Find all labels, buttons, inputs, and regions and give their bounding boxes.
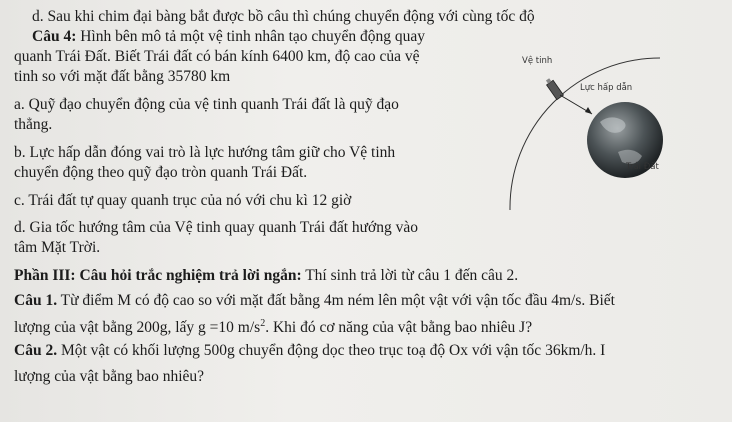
part-3-instruction: Thí sinh trả lời từ câu 1 đến câu 2. bbox=[301, 267, 519, 284]
statement-b-line-1: b. Lực hấp dẫn đóng vai trò là lực hướng tâm giữ cho Vệ tinh bbox=[14, 144, 396, 161]
question-1-text-end: . Khi đó cơ năng của vật bằng bao nhiêu J? bbox=[265, 319, 533, 336]
statement-c: c. Trái đất tự quay quanh trục của nó với chu kì 12 giờ bbox=[14, 192, 352, 209]
question-1-text-part: lượng của vật bằng 200g, lấy g =10 m/s bbox=[14, 319, 261, 336]
question-2-text: Một vật có khối lượng 500g chuyển động dọc theo trục toạ độ Ox với vận tốc 36km/h. I bbox=[57, 342, 606, 359]
question-2-line-2: lượng của vật bằng bao nhiêu? bbox=[14, 368, 205, 385]
previous-item-d: d. Sau khi chim đại bàng bắt được bồ câu thì chúng chuyển động với cùng tốc độ bbox=[32, 8, 535, 25]
part-3-heading bbox=[14, 266, 518, 286]
satellite-icon bbox=[544, 77, 563, 100]
statement-a-line-1: a. Quỹ đạo chuyển động của vệ tinh quanh Trái đất là quỹ đạo bbox=[14, 96, 399, 113]
question-4-line-2: quanh Trái Đất. Biết Trái đất có bán kính 6400 km, độ cao của vệ bbox=[14, 48, 420, 65]
question-1-text: Từ điểm M có độ cao so với mặt đất bằng 4m ném lên một vật với vận tốc đầu 4m/s. Biết bbox=[57, 292, 615, 309]
question-4-label: Câu 4: bbox=[32, 28, 77, 45]
question-4-line-1 bbox=[32, 27, 425, 47]
statement-d-line-2: tâm Mặt Trời. bbox=[14, 239, 101, 256]
question-1-label: Câu 1. bbox=[14, 292, 58, 309]
part-3-title: Phần III: Câu hỏi trắc nghiệm trả lời ngắn: bbox=[14, 267, 302, 284]
gravity-arrowhead bbox=[585, 107, 592, 114]
question-4-text: Hình bên mô tả một vệ tinh nhân tạo chuyển động quay bbox=[80, 28, 426, 45]
earth-label: Trái Đất bbox=[626, 162, 659, 172]
orbit-diagram bbox=[500, 52, 690, 212]
satellite-label: Vệ tinh bbox=[522, 56, 553, 66]
question-4-line-3: tinh so với mặt đất bằng 35780 km bbox=[14, 68, 231, 85]
unit-exponent: 2 bbox=[260, 317, 266, 329]
gravity-label: Lực hấp dẫn bbox=[580, 83, 633, 93]
question-1-line-2 bbox=[14, 318, 532, 338]
question-2-label: Câu 2. bbox=[14, 342, 58, 359]
question-1-line-1 bbox=[14, 291, 615, 311]
satellite-orbit-figure bbox=[500, 52, 690, 212]
statement-b-line-2: chuyển động theo quỹ đạo tròn quanh Trái Đất. bbox=[14, 164, 308, 181]
question-2-line-1 bbox=[14, 341, 605, 361]
statement-a-line-2: thẳng. bbox=[14, 116, 53, 133]
statement-d-line-1: d. Gia tốc hướng tâm của Vệ tinh quay quanh Trái đất hướng vào bbox=[14, 219, 418, 236]
